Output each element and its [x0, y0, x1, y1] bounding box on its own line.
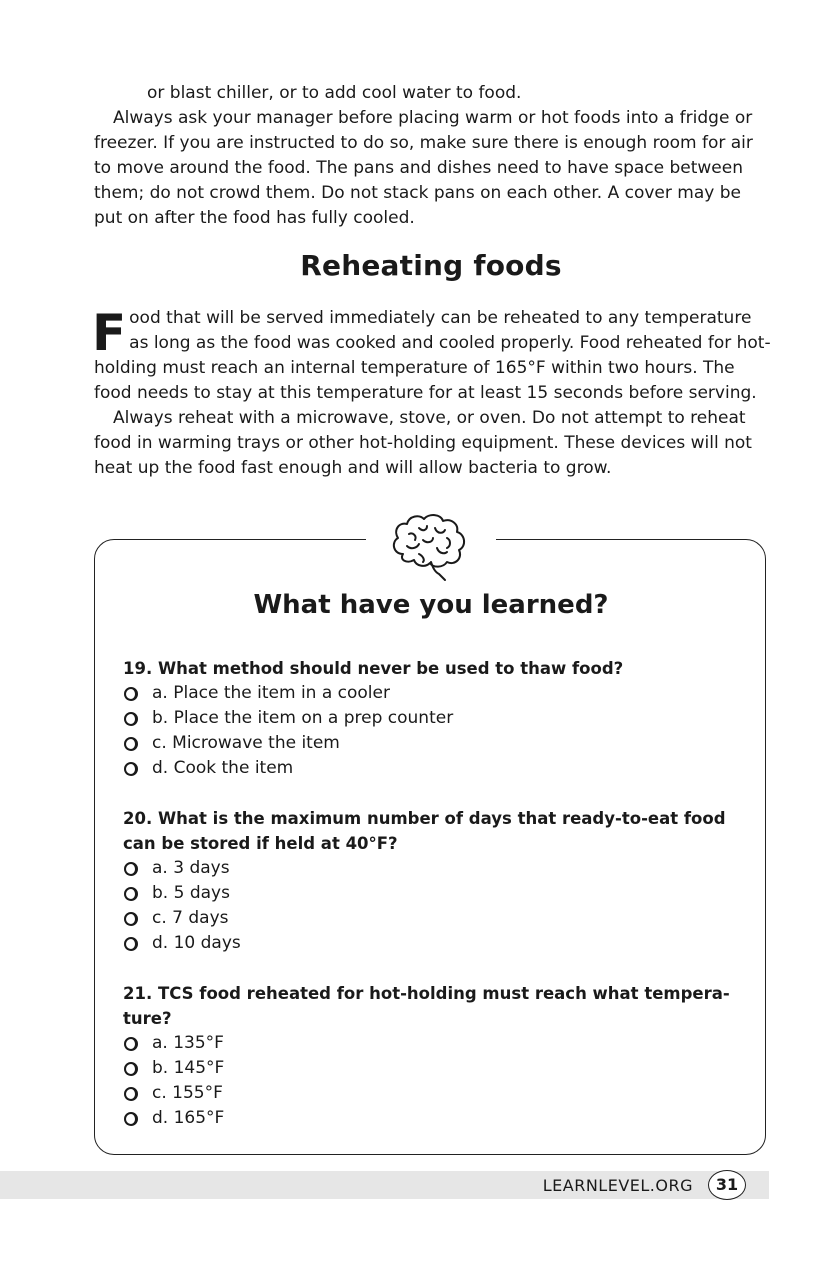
quiz-title: What have you learned? [253, 590, 609, 620]
answer-option[interactable]: c. 155°F [123, 1081, 738, 1106]
answer-option[interactable]: b. 145°F [123, 1056, 738, 1081]
radio-circle-icon[interactable] [124, 887, 138, 901]
reheating-paragraph-1: ood that will be served immediately can be reheated to any temperature as long as the food was cooked and cooled properly. Food reheated for hot-holding must reach an internal temperature of 165°F within two hours. The food needs to stay at this temperature for at least 15 seconds before serving. [94, 308, 771, 403]
drop-cap: F [92, 304, 127, 362]
answer-option[interactable]: d. 165°F [123, 1106, 738, 1131]
radio-circle-icon[interactable] [124, 862, 138, 876]
page-number: 31 [708, 1170, 746, 1200]
reheating-paragraph-2: Always reheat with a microwave, stove, or oven. Do not attempt to reheat food in warming trays or other hot-holding equipment. These devices will not heat up the food fast enough and will allow bacteria to grow. [94, 408, 752, 478]
answer-option[interactable]: c. 7 days [123, 906, 738, 931]
answer-option[interactable]: a. 135°F [123, 1031, 738, 1056]
radio-circle-icon[interactable] [124, 1037, 138, 1051]
continued-line: or blast chiller, or to add cool water to food. [147, 83, 522, 103]
question-text: 19. What method should never be used to thaw food? [123, 659, 624, 678]
answer-option[interactable]: a. Place the item in a cooler [123, 681, 738, 706]
question-text: 20. What is the maximum number of days that ready-to-eat food can be stored if held at 40°F? [123, 809, 726, 853]
reheating-paragraphs [94, 306, 774, 481]
answer-option[interactable]: a. 3 days [123, 856, 738, 881]
radio-circle-icon[interactable] [124, 1112, 138, 1126]
section-title: Reheating foods [300, 249, 562, 282]
radio-circle-icon[interactable] [124, 912, 138, 926]
radio-circle-icon[interactable] [124, 937, 138, 951]
radio-circle-icon[interactable] [124, 737, 138, 751]
radio-circle-icon[interactable] [124, 687, 138, 701]
fridge-paragraph: Always ask your manager before placing warm or hot foods into a fridge or freezer. If you are instructed to do so, make sure there is enough room for air to move around the food. The pans and dishes need to have space between them; do not crowd them. Do not stack pans on each other. A cover may be put on after the food has fully cooled. [94, 108, 753, 228]
continued-paragraph [94, 81, 774, 231]
question-21 [123, 981, 738, 1131]
answer-option[interactable]: b. Place the item on a prep counter [123, 706, 738, 731]
radio-circle-icon[interactable] [124, 1087, 138, 1101]
answer-option[interactable]: b. 5 days [123, 881, 738, 906]
answer-option[interactable]: d. 10 days [123, 931, 738, 956]
answer-option[interactable]: d. Cook the item [123, 756, 738, 781]
question-19 [123, 656, 738, 781]
question-20 [123, 806, 738, 956]
radio-circle-icon[interactable] [124, 762, 138, 776]
brain-icon [389, 510, 471, 582]
radio-circle-icon[interactable] [124, 712, 138, 726]
footer-site-link[interactable]: LEARNLEVEL.ORG [542, 1176, 693, 1195]
question-text: 21. TCS food reheated for hot-holding must reach what tempera-ture? [123, 984, 730, 1028]
answer-option[interactable]: c. Microwave the item [123, 731, 738, 756]
radio-circle-icon[interactable] [124, 1062, 138, 1076]
